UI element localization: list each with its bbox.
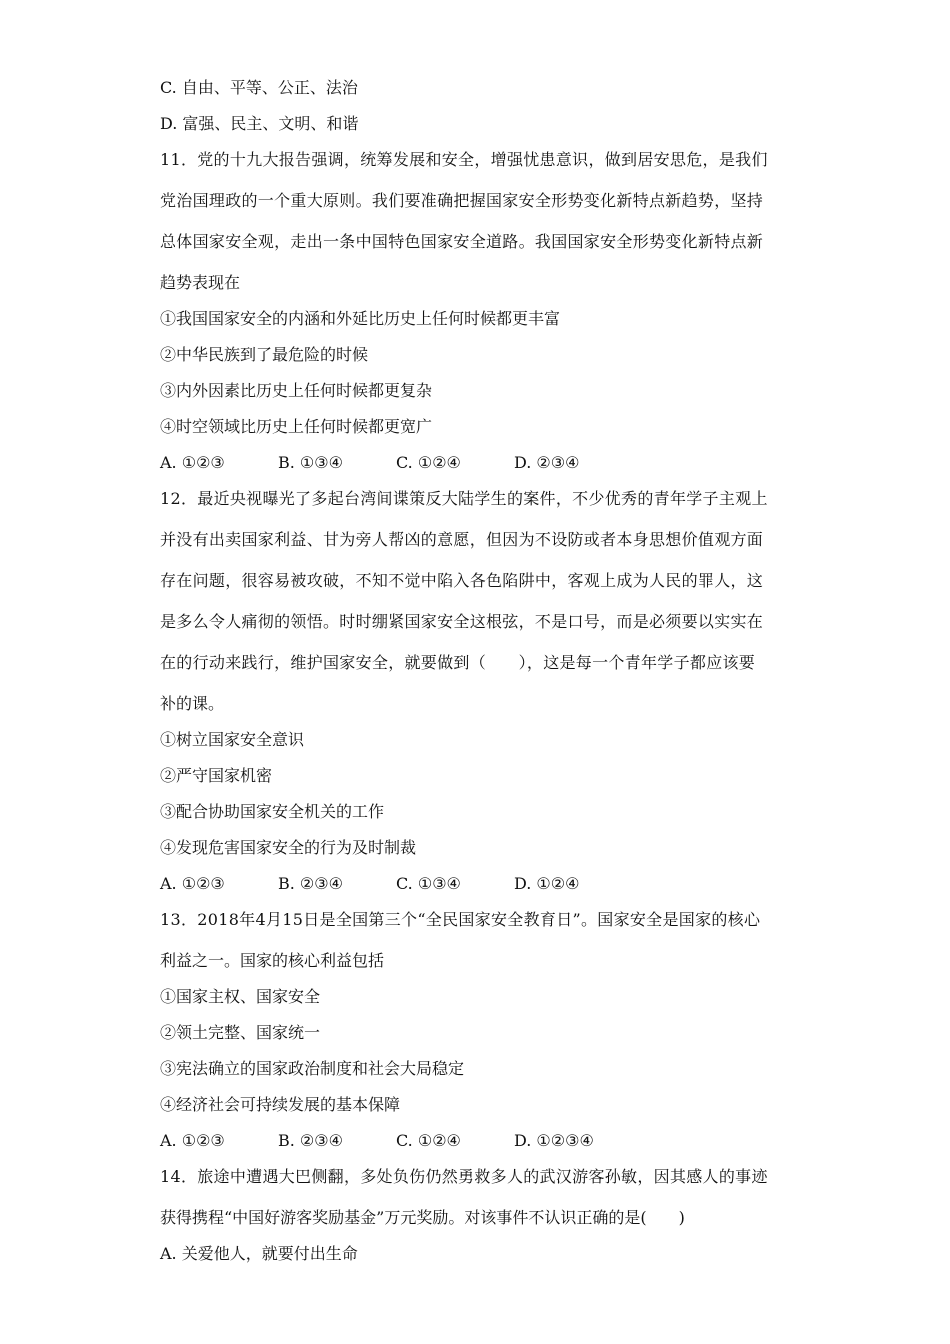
- q12-stem-line: 补的课。: [160, 694, 225, 713]
- q11-statement: ②中华民族到了最危险的时候: [160, 345, 369, 364]
- q11-stem-line: 党治国理政的一个重大原则。我们要准确把握国家安全形势变化新特点新趋势，坚持: [160, 191, 764, 210]
- q10-option-d: D. 富强、民主、文明、和谐: [160, 114, 359, 133]
- q11-option-a: A. ①②③: [160, 453, 225, 472]
- q12-options: [160, 874, 579, 894]
- q12-stem-line: 12．最近央视曝光了多起台湾间谍策反大陆学生的案件，不少优秀的青年学子主观上: [160, 489, 768, 508]
- q13-options: [160, 1131, 594, 1151]
- q12-stem-line: 在的行动来践行，维护国家安全，就要做到（ ），这是每一个青年学子都应该要: [160, 653, 756, 672]
- q11-stem-line: 总体国家安全观，走出一条中国特色国家安全道路。我国国家安全形势变化新特点新: [160, 232, 764, 251]
- q12-option-c: C. ①③④: [396, 874, 461, 893]
- q11-stem-line: 趋势表现在: [160, 273, 241, 292]
- q13-option-c: C. ①②④: [396, 1131, 461, 1150]
- q12-stem-line: 存在问题，很容易被攻破，不知不觉中陷入各色陷阱中，客观上成为人民的罪人，这: [160, 571, 764, 590]
- q12-statement: ④发现危害国家安全的行为及时制裁: [160, 838, 417, 857]
- q12-stem-line: 是多么令人痛彻的领悟。时时绷紧国家安全这根弦，不是口号，而是必须要以实实在: [160, 612, 764, 631]
- q12-statement: ①树立国家安全意识: [160, 730, 305, 749]
- q13-stem-line: 13．2018年4月15日是全国第三个“全民国家安全教育日”。国家安全是国家的核心: [160, 910, 761, 929]
- q11-statement: ①我国国家安全的内涵和外延比历史上任何时候都更丰富: [160, 309, 561, 328]
- q14-stem-line: 14．旅途中遭遇大巴侧翻，多处负伤仍然勇救多人的武汉游客孙敏，因其感人的事迹: [160, 1167, 768, 1186]
- q13-statement: ①国家主权、国家安全: [160, 987, 321, 1006]
- q12-option-d: D. ①②④: [514, 874, 580, 893]
- q14-stem-line: 获得携程“中国好游客奖励基金”万元奖励。对该事件不认识正确的是( ): [160, 1208, 685, 1227]
- q12-option-b: B. ②③④: [278, 874, 343, 893]
- q13-statement: ②领土完整、国家统一: [160, 1023, 321, 1042]
- q11-option-d: D. ②③④: [514, 453, 580, 472]
- q11-option-c: C. ①②④: [396, 453, 461, 472]
- q13-option-d: D. ①②③④: [514, 1131, 594, 1150]
- q11-statement: ④时空领域比历史上任何时候都更宽广: [160, 417, 433, 436]
- q12-statement: ③配合协助国家安全机关的工作: [160, 802, 385, 821]
- q13-stem-line: 利益之一。国家的核心利益包括: [160, 951, 385, 970]
- q12-stem-line: 并没有出卖国家利益、甘为旁人帮凶的意愿，但因为不设防或者本身思想价值观方面: [160, 530, 764, 549]
- q11-option-b: B. ①③④: [278, 453, 343, 472]
- q11-statement: ③内外因素比历史上任何时候都更复杂: [160, 381, 433, 400]
- q14-option-a: A. 关爱他人，就要付出生命: [160, 1244, 358, 1263]
- q13-option-b: B. ②③④: [278, 1131, 343, 1150]
- q13-statement: ③宪法确立的国家政治制度和社会大局稳定: [160, 1059, 465, 1078]
- q10-option-c: C. 自由、平等、公正、法治: [160, 78, 358, 97]
- q13-statement: ④经济社会可持续发展的基本保障: [160, 1095, 401, 1114]
- q11-stem-line: 11．党的十九大报告强调，统筹发展和安全，增强忧患意识，做到居安思危，是我们: [160, 150, 768, 169]
- q13-option-a: A. ①②③: [160, 1131, 225, 1150]
- q12-option-a: A. ①②③: [160, 874, 225, 893]
- q11-options: [160, 453, 579, 473]
- q12-statement: ②严守国家机密: [160, 766, 273, 785]
